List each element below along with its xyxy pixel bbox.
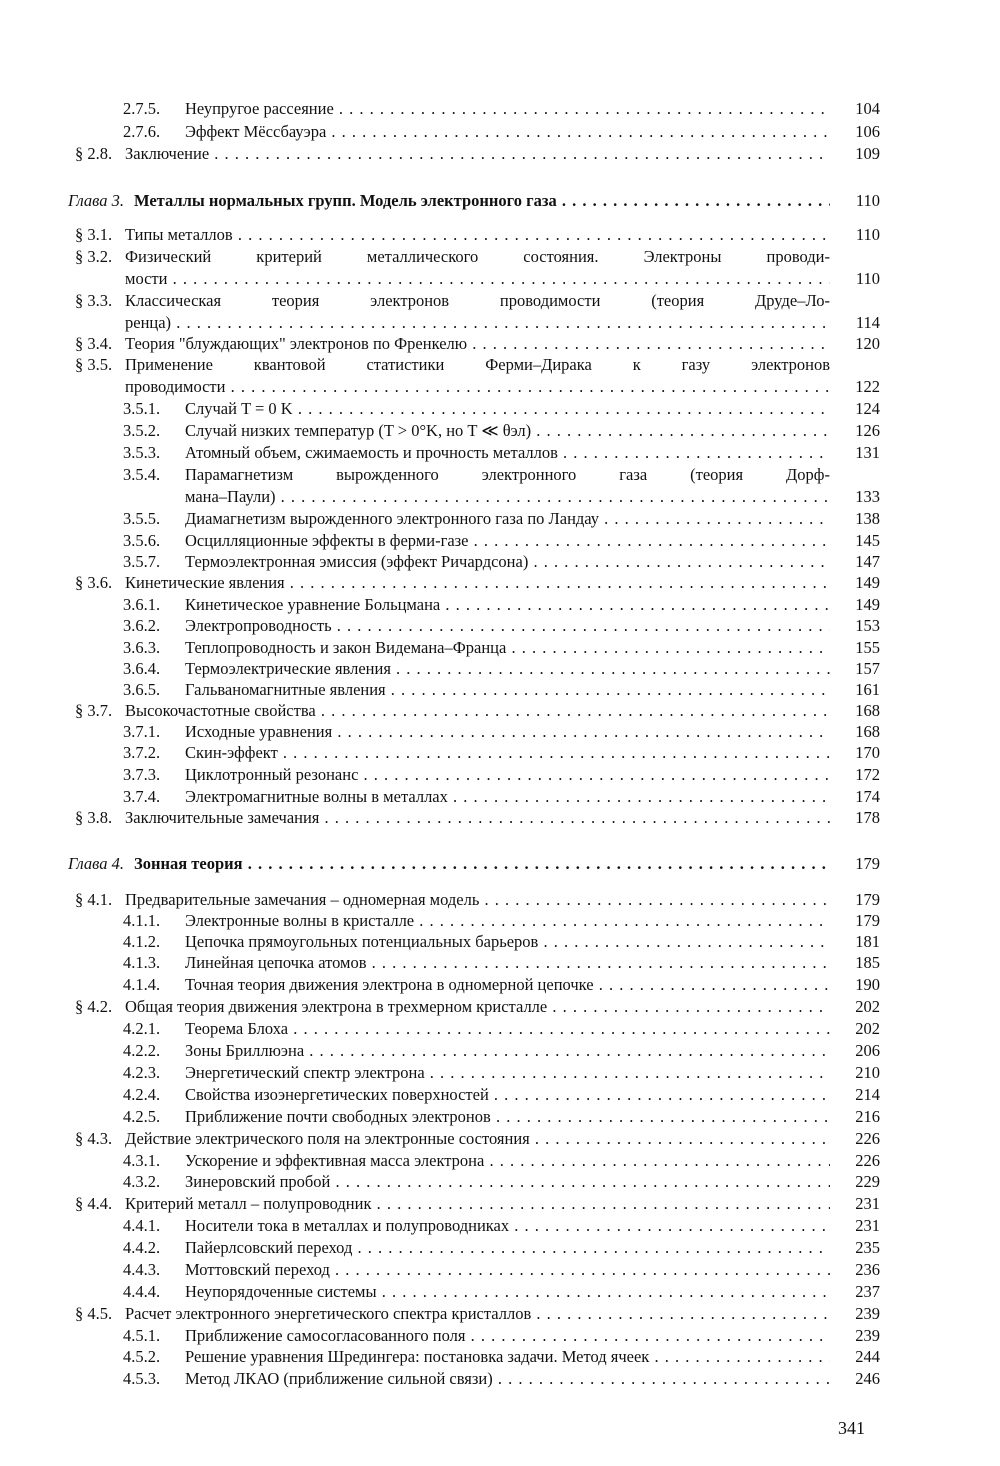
toc-entry (0, 572, 1000, 594)
toc-page-number: 181 (855, 932, 880, 951)
toc-page-number: 237 (855, 1282, 880, 1301)
toc-section-number: 4.4.3. (123, 1260, 161, 1279)
toc-title: Приближение почти свободных электронов . . . (185, 1106, 830, 1128)
toc-entry (0, 551, 1000, 573)
toc-title: Моттовский переход . . . (185, 1259, 830, 1281)
toc-entry (0, 1150, 1000, 1172)
toc-section-number: 3.6.4. (123, 659, 161, 678)
toc-section-number: 3.5.7. (123, 552, 161, 571)
toc-page-number: 170 (855, 743, 880, 762)
toc-section-number: 3.7.3. (123, 765, 161, 784)
toc-section-number: 3.5.6. (123, 531, 161, 550)
toc-title: Зонная теория . . . (134, 853, 830, 875)
toc-entry (0, 376, 1000, 398)
toc-entry (0, 1325, 1000, 1347)
toc-title: Случай T = 0 K . . . (185, 398, 830, 420)
toc-entry (0, 1171, 1000, 1193)
toc-entry (0, 354, 1000, 376)
toc-section-number: 2.7.6. (123, 122, 161, 141)
toc-page-number: 235 (855, 1238, 880, 1257)
toc-title: Применение квантовой статистики Ферми–Дирака к газу электронов (125, 355, 830, 374)
toc-section-number: 3.6.1. (123, 595, 161, 614)
toc-title: Зинеровский пробой . . . (185, 1171, 830, 1193)
toc-page-number: 110 (855, 191, 880, 210)
toc-page-number: 149 (855, 595, 880, 614)
toc-entry (0, 764, 1000, 786)
toc-page-number: 138 (855, 509, 880, 528)
toc-entry (0, 807, 1000, 829)
toc-entry (0, 615, 1000, 637)
toc-entry (0, 1259, 1000, 1281)
toc-section-number: 3.7.4. (123, 787, 161, 806)
toc-section-number: 3.7.1. (123, 722, 161, 741)
toc-entry (0, 530, 1000, 552)
toc-section-number: Глава 3. (68, 191, 124, 210)
toc-title: проводимости . . . (125, 376, 830, 398)
toc-page-number: 122 (855, 377, 880, 396)
toc-title: Циклотронный резонанс . . . (185, 764, 830, 786)
toc-title: Заключение . . . (125, 143, 830, 165)
toc-section-number: 4.1.2. (123, 932, 161, 951)
toc-section-number: § 4.5. (75, 1304, 113, 1323)
toc-title: Энергетический спектр электрона . . . (185, 1062, 830, 1084)
toc-entry (0, 268, 1000, 290)
toc-section-number: § 3.8. (75, 808, 113, 827)
toc-page-number: 155 (855, 638, 880, 657)
toc-title: Атомный объем, сжимаемость и прочность металлов . . . (185, 442, 830, 464)
toc-page-number: 229 (855, 1172, 880, 1191)
toc-title: Термоэлектронная эмиссия (эффект Ричардсона) . . . (185, 551, 830, 573)
toc-page-number: 147 (855, 552, 880, 571)
toc-section-number: 3.6.2. (123, 616, 161, 635)
toc-entry (0, 1215, 1000, 1237)
toc-entry (0, 742, 1000, 764)
toc-entry (0, 312, 1000, 334)
toc-title: Электропроводность . . . (185, 615, 830, 637)
toc-title: ренца) . . . (125, 312, 830, 334)
toc-entry (0, 190, 1000, 212)
toc-section-number: 3.6.5. (123, 680, 161, 699)
toc-entry (0, 786, 1000, 808)
toc-section-number: § 4.4. (75, 1194, 113, 1213)
toc-page-number: 172 (855, 765, 880, 784)
toc-page-number: 133 (855, 487, 880, 506)
toc-section-number: 4.4.2. (123, 1238, 161, 1257)
toc-entry (0, 910, 1000, 932)
toc-section-number: 4.3.2. (123, 1172, 161, 1191)
toc-page-number: 202 (855, 997, 880, 1016)
toc-page-number: 178 (855, 808, 880, 827)
toc-page-number: 202 (855, 1019, 880, 1038)
toc-title: Кинетические явления . . . (125, 572, 830, 594)
toc-title: Свойства изоэнергетических поверхностей . . . (185, 1084, 830, 1106)
toc-section-number: 4.1.1. (123, 911, 161, 930)
toc-entry (0, 1106, 1000, 1128)
toc-section-number: 3.5.2. (123, 421, 161, 440)
toc-page-number: 239 (855, 1326, 880, 1345)
toc-entry (0, 996, 1000, 1018)
toc-page-number: 210 (855, 1063, 880, 1082)
toc-page-number: 109 (855, 144, 880, 163)
toc-title: Металлы нормальных групп. Модель электронного газа . . . (134, 190, 830, 212)
toc-page-number: 149 (855, 573, 880, 592)
toc-section-number: 3.5.4. (123, 465, 161, 484)
toc-title: Цепочка прямоугольных потенциальных барьеров . . . (185, 931, 830, 953)
toc-title: мости . . . (125, 268, 830, 290)
toc-entry (0, 1062, 1000, 1084)
toc-section-number: § 3.1. (75, 225, 113, 244)
toc-entry (0, 464, 1000, 486)
toc-entry (0, 1193, 1000, 1215)
toc-entry (0, 594, 1000, 616)
toc-section-number: 3.5.5. (123, 509, 161, 528)
toc-entry (0, 1018, 1000, 1040)
toc-title: Исходные уравнения . . . (185, 721, 830, 743)
toc-title: Пайерлсовский переход . . . (185, 1237, 830, 1259)
toc-title: Точная теория движения электрона в одномерной цепочке . . . (185, 974, 830, 996)
toc-title: Электромагнитные волны в металлах . . . (185, 786, 830, 808)
toc-title: Решение уравнения Шредингера: постановка задачи. Метод ячеек . . . (185, 1346, 830, 1368)
toc-entry (0, 1368, 1000, 1390)
toc-page-number: 110 (855, 225, 880, 244)
toc-page-number: 206 (855, 1041, 880, 1060)
toc-title: Метод ЛКАО (приближение сильной связи) . . . (185, 1368, 830, 1390)
toc-title: Термоэлектрические явления . . . (185, 658, 830, 680)
toc-entry (0, 952, 1000, 974)
toc-title: Критерий металл – полупроводник . . . (125, 1193, 830, 1215)
toc-entry (0, 853, 1000, 875)
toc-title: Ускорение и эффективная масса электрона . . . (185, 1150, 830, 1172)
toc-title: Диамагнетизм вырожденного электронного газа по Ландау . . . (185, 508, 830, 530)
toc-title: Теплопроводность и закон Видемана–Франца . . . (185, 637, 830, 659)
toc-page-number: 131 (855, 443, 880, 462)
toc-section-number: 3.6.3. (123, 638, 161, 657)
toc-entry (0, 1084, 1000, 1106)
toc-section-number: 4.5.1. (123, 1326, 161, 1345)
toc-page-number: 104 (855, 99, 880, 118)
toc-page-number: 124 (855, 399, 880, 418)
toc-title: Действие электрического поля на электронные состояния . . . (125, 1128, 830, 1150)
toc-section-number: 3.5.1. (123, 399, 161, 418)
toc-entry (0, 398, 1000, 420)
toc-title: Гальваномагнитные явления . . . (185, 679, 830, 701)
toc-page-number: 161 (855, 680, 880, 699)
toc-page-number: 226 (855, 1129, 880, 1148)
toc-section-number: § 4.2. (75, 997, 113, 1016)
toc-page-number: 239 (855, 1304, 880, 1323)
toc-entry (0, 931, 1000, 953)
toc-page-number: 114 (855, 313, 880, 332)
toc-page-number: 185 (855, 953, 880, 972)
toc-title: Неупругое рассеяние . . . (185, 98, 830, 120)
toc-page-number: 168 (855, 722, 880, 741)
toc-entry (0, 143, 1000, 165)
toc-entry (0, 486, 1000, 508)
toc-page-number: 244 (855, 1347, 880, 1366)
toc-section-number: 4.2.1. (123, 1019, 161, 1038)
toc-page-number: 179 (855, 854, 880, 873)
toc-entry (0, 721, 1000, 743)
toc-entry (0, 442, 1000, 464)
toc-page-number: 174 (855, 787, 880, 806)
toc-title: мана–Паули) . . . (185, 486, 830, 508)
toc-page-number: 236 (855, 1260, 880, 1279)
toc-entry (0, 333, 1000, 355)
toc-title: Кинетическое уравнение Больцмана . . . (185, 594, 830, 616)
toc-title: Высокочастотные свойства . . . (125, 700, 830, 722)
toc-page-number: 214 (855, 1085, 880, 1104)
toc-section-number: 4.1.3. (123, 953, 161, 972)
toc-title: Зоны Бриллюэна . . . (185, 1040, 830, 1062)
toc-title: Носители тока в металлах и полупроводниках . . . (185, 1215, 830, 1237)
toc-entry (0, 224, 1000, 246)
toc-page-number: 216 (855, 1107, 880, 1126)
toc-title: Теорема Блоха . . . (185, 1018, 830, 1040)
toc-section-number: § 3.4. (75, 334, 113, 353)
toc-entry (0, 246, 1000, 268)
toc-title: Линейная цепочка атомов . . . (185, 952, 830, 974)
toc-page-number: 190 (855, 975, 880, 994)
toc-page-number: 153 (855, 616, 880, 635)
toc-section-number: § 3.7. (75, 701, 113, 720)
toc-entry (0, 121, 1000, 143)
toc-entry (0, 637, 1000, 659)
page-number: 341 (838, 1418, 865, 1438)
toc-title: Теория "блуждающих" электронов по Френкелю . . . (125, 333, 830, 355)
toc-section-number: 4.3.1. (123, 1151, 161, 1170)
toc-entry (0, 1346, 1000, 1368)
toc-page-number: 126 (855, 421, 880, 440)
toc-section-number: 4.1.4. (123, 975, 161, 994)
toc-section-number: 3.5.3. (123, 443, 161, 462)
toc-entry (0, 679, 1000, 701)
toc-section-number: Глава 4. (68, 854, 124, 873)
toc-section-number: 4.5.2. (123, 1347, 161, 1366)
toc-entry (0, 889, 1000, 911)
toc-section-number: 3.7.2. (123, 743, 161, 762)
toc-section-number: 2.7.5. (123, 99, 161, 118)
toc-page-number: 106 (855, 122, 880, 141)
toc-page-number: 231 (855, 1194, 880, 1213)
toc-title: Приближение самосогласованного поля . . . (185, 1325, 830, 1347)
toc-section-number: 4.5.3. (123, 1369, 161, 1388)
toc-page-number: 168 (855, 701, 880, 720)
toc-entry (0, 98, 1000, 120)
toc-title: Парамагнетизм вырожденного электронного газа (теория Дорф- (185, 465, 830, 484)
toc-page-number: 120 (855, 334, 880, 353)
toc-page-number: 231 (855, 1216, 880, 1235)
toc-section-number: § 3.6. (75, 573, 113, 592)
toc-entry (0, 1040, 1000, 1062)
toc-entry (0, 1303, 1000, 1325)
toc-section-number: § 3.3. (75, 291, 113, 310)
toc-title: Случай низких температур (T > 0°K, но T ≪ θэл) . . . (185, 420, 830, 442)
toc-section-number: § 3.2. (75, 247, 113, 266)
toc-section-number: § 4.3. (75, 1129, 113, 1148)
toc-entry (0, 700, 1000, 722)
toc-title: Электронные волны в кристалле . . . (185, 910, 830, 932)
toc-section-number: § 3.5. (75, 355, 113, 374)
toc-title: Физический критерий металлического состояния. Электроны проводи- (125, 247, 830, 266)
toc-section-number: 4.4.4. (123, 1282, 161, 1301)
toc-section-number: § 2.8. (75, 144, 113, 163)
toc-section-number: § 4.1. (75, 890, 113, 909)
toc-page-number: 179 (855, 890, 880, 909)
toc-entry (0, 290, 1000, 312)
toc-title: Скин-эффект . . . (185, 742, 830, 764)
toc-section-number: 4.2.4. (123, 1085, 161, 1104)
toc-title: Осцилляционные эффекты в ферми-газе . . . (185, 530, 830, 552)
toc-page-number: 145 (855, 531, 880, 550)
toc-page-number: 157 (855, 659, 880, 678)
toc-entry (0, 658, 1000, 680)
toc-section-number: 4.4.1. (123, 1216, 161, 1235)
toc-title: Неупорядоченные системы . . . (185, 1281, 830, 1303)
toc-section-number: 4.2.3. (123, 1063, 161, 1082)
toc-page-number: 110 (855, 269, 880, 288)
toc-entry (0, 1128, 1000, 1150)
toc-entry (0, 1237, 1000, 1259)
toc-entry (0, 420, 1000, 442)
toc-title: Типы металлов . . . (125, 224, 830, 246)
toc-section-number: 4.2.2. (123, 1041, 161, 1060)
toc-entry (0, 1281, 1000, 1303)
toc-title: Классическая теория электронов проводимости (теория Друде–Ло- (125, 291, 830, 310)
toc-entry (0, 974, 1000, 996)
toc-page-number: 226 (855, 1151, 880, 1170)
toc-title: Общая теория движения электрона в трехмерном кристалле . . . (125, 996, 830, 1018)
toc-title: Расчет электронного энергетического спектра кристаллов . . . (125, 1303, 830, 1325)
toc-title: Заключительные замечания . . . (125, 807, 830, 829)
toc-entry (0, 508, 1000, 530)
toc-title: Предварительные замечания – одномерная модель . . . (125, 889, 830, 911)
toc-section-number: 4.2.5. (123, 1107, 161, 1126)
toc-page-number: 179 (855, 911, 880, 930)
toc-page-number: 246 (855, 1369, 880, 1388)
toc-title: Эффект Мёссбауэра . . . (185, 121, 830, 143)
